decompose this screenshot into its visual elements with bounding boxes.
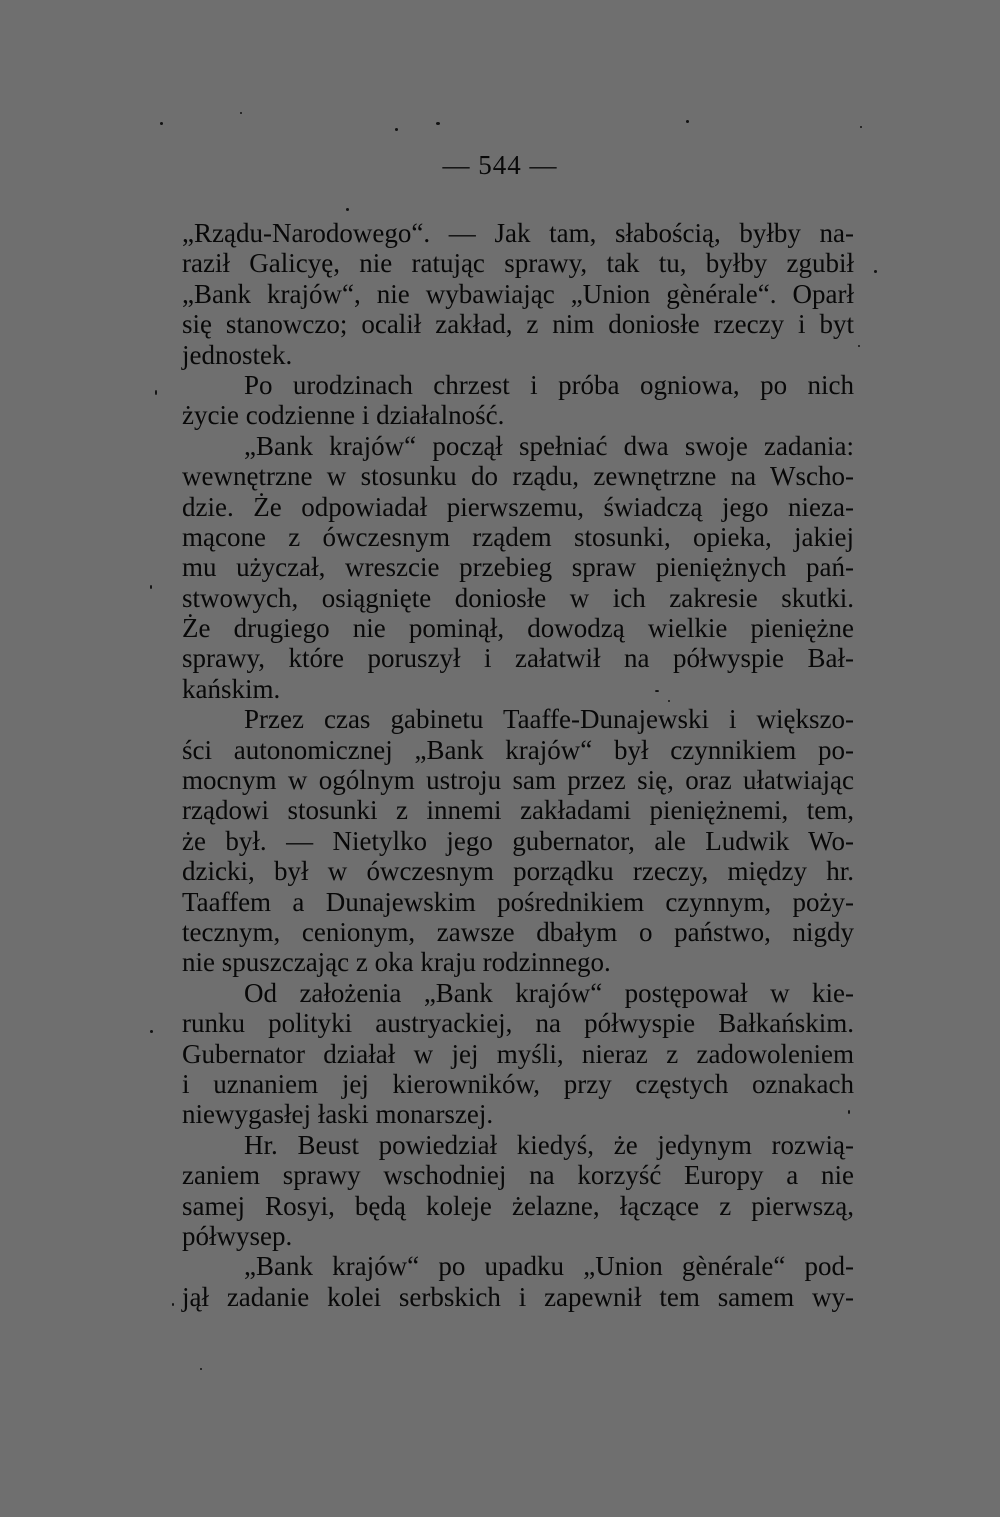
- scan-speck: [395, 128, 398, 131]
- scan-speck: [436, 122, 440, 125]
- text-line: rządowi stosunki z innemi zakładami pieniężnemi, tem,: [182, 795, 854, 826]
- text-line: dzie. Że odpowiadał pierwszemu, świadczą jego nieza-: [182, 491, 854, 522]
- body-text: [182, 218, 854, 1312]
- text-line: mącone z ówczesnym rządem stosunki, opieka, jakiej: [182, 521, 854, 552]
- page-number-header: — 544 —: [442, 150, 558, 180]
- text-line: tecznym, cenionym, zawsze dbałym o państwo, nigdy: [182, 916, 854, 947]
- text-line: i uznaniem jej kierowników, przy częstych oznakach: [182, 1068, 854, 1099]
- scan-speck: [686, 120, 689, 123]
- text-line: Taaffem a Dunajewskim pośrednikiem czynnym, poży-: [182, 886, 854, 917]
- scan-speck: [200, 1368, 202, 1370]
- text-line: nie spuszczając z oka kraju rodzinnego.: [182, 947, 611, 978]
- paragraph-first-line: Przez czas gabinetu Taaffe-Dunajewski i większo-: [244, 704, 854, 735]
- paragraph-first-line: Od założenia „Bank krajów“ postępował w kie-: [244, 977, 854, 1008]
- text-line: niewygasłej łaski monarszej.: [182, 1099, 494, 1130]
- scan-speck: [858, 345, 860, 347]
- scan-speck: [160, 122, 163, 125]
- text-line: mocnym w ogólnym ustroju sam przez się, oraz ułatwiając: [182, 765, 854, 796]
- text-line: wewnętrzne w stosunku do rządu, zewnętrzne na Wscho-: [182, 461, 854, 492]
- text-line: się stanowczo; ocalił zakład, z nim doniosłe rzeczy i byt: [182, 309, 854, 340]
- text-line: runku polityki austryackiej, na półwyspie Bałkańskim.: [182, 1008, 854, 1039]
- paragraph-first-line: Hr. Beust powiedział kiedyś, że jedynym rozwią-: [244, 1129, 854, 1160]
- text-line: że był. — Nietylko jego gubernator, ale Ludwik Wo-: [182, 825, 854, 856]
- text-line: Że drugiego nie pominął, dowodzą wielkie pieniężne: [182, 613, 854, 644]
- text-line: sprawy, które poruszył i załatwił na półwyspie Bał-: [182, 643, 854, 674]
- text-line: kańskim.: [182, 673, 281, 704]
- scan-speck: [150, 585, 152, 589]
- scan-speck: [346, 208, 349, 211]
- paragraph-first-line: Po urodzinach chrzest i próba ogniowa, po nich: [244, 369, 854, 400]
- scan-speck: [668, 700, 670, 702]
- text-line: raził Galicyę, nie ratując sprawy, tak tu, byłby zgubił: [182, 248, 854, 279]
- text-line: „Bank krajów“, nie wybawiając „Union gènérale“. Oparł: [182, 278, 854, 309]
- text-line: ści autonomicznej „Bank krajów“ był czynnikiem po-: [182, 734, 854, 765]
- text-line: jednostek.: [182, 339, 293, 370]
- text-line: Gubernator działał w jej myśli, nieraz z zadowoleniem: [182, 1038, 854, 1069]
- text-line: „Rządu-Narodowego“. — Jak tam, słabością, byłby na-: [182, 218, 854, 248]
- scan-speck: [240, 112, 242, 114]
- scan-speck: [860, 126, 862, 128]
- text-line: życie codzienne i działalność.: [182, 400, 505, 431]
- text-line: stwowych, osiągnięte doniosłe w ich zakresie skutki.: [182, 582, 854, 613]
- scan-speck: [655, 690, 659, 692]
- scan-speck: [150, 1030, 153, 1033]
- text-line: jął zadanie kolei serbskich i zapewnił tem samem wy-: [182, 1281, 854, 1312]
- scan-speck: [172, 1303, 174, 1306]
- paragraph-first-line: „Bank krajów“ począł spełniać dwa swoje zadania:: [244, 430, 854, 461]
- text-line: samej Rosyi, będą koleje żelazne, łączące z pierwszą,: [182, 1190, 854, 1221]
- paragraph-first-line: „Bank krajów“ po upadku „Union gènérale“ pod-: [244, 1251, 854, 1282]
- text-line: zaniem sprawy wschodniej na korzyść Europy a nie: [182, 1160, 854, 1191]
- text-line: mu użyczał, wreszcie przebieg spraw pieniężnych pań-: [182, 552, 854, 583]
- scan-speck: [874, 270, 877, 273]
- text-line: półwysep.: [182, 1220, 293, 1251]
- scan-speck: [848, 1110, 850, 1114]
- scan-speck: [155, 390, 157, 395]
- text-line: dzicki, był w ówczesnym porządku rzeczy, między hr.: [182, 856, 854, 887]
